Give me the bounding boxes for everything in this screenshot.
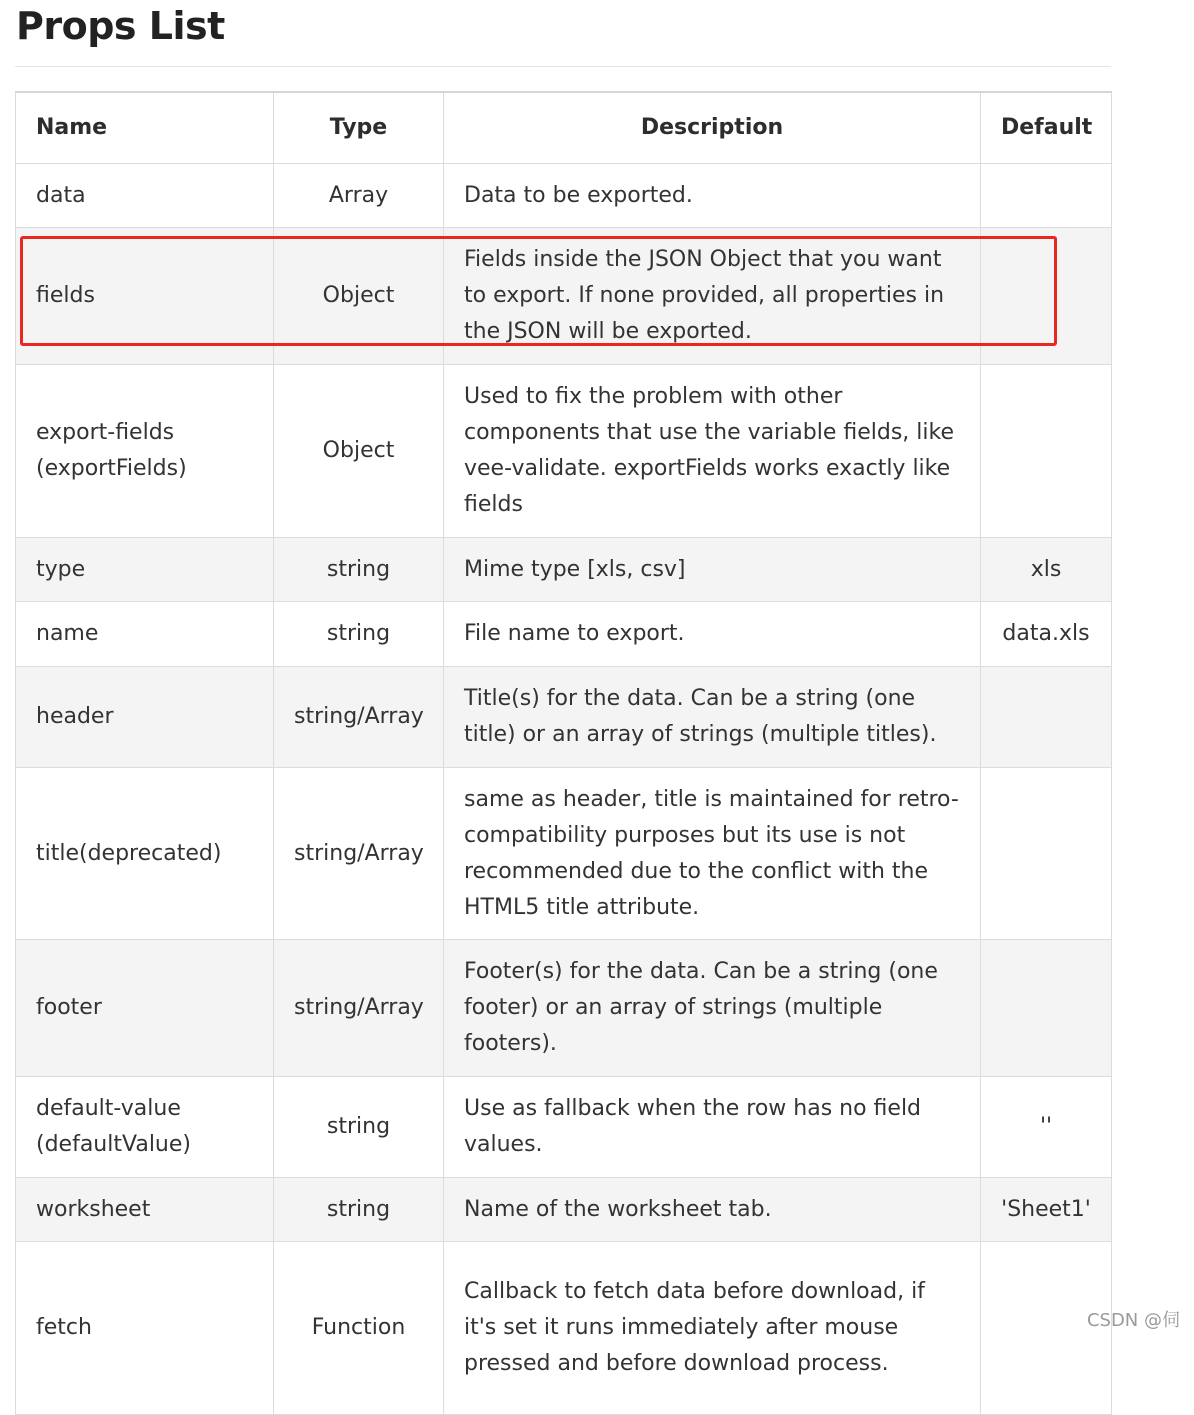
prop-description-cell: Callback to fetch data before download, if it's set it runs immediately after mouse pressed and before download process. — [444, 1242, 981, 1415]
prop-description-cell: same as header, title is maintained for retro-compatibility purposes but its use is not recommended due to the conflict with the HTML5 title attribute. — [444, 768, 981, 940]
column-header-name[interactable]: Name — [16, 92, 274, 164]
props-table — [15, 91, 1112, 1415]
prop-default-cell — [981, 940, 1112, 1077]
prop-name-cell: title(deprecated) — [16, 768, 274, 940]
prop-description-cell: Use as fallback when the row has no field values. — [444, 1077, 981, 1178]
table-row — [16, 940, 1112, 1077]
table-row — [16, 228, 1112, 365]
prop-name-cell: name — [16, 602, 274, 667]
prop-default-cell: data.xls — [981, 602, 1112, 667]
prop-name-cell: fields — [16, 228, 274, 365]
title-divider — [15, 66, 1111, 67]
prop-description-cell: Used to fix the problem with other components that use the variable fields, like vee-validate. exportFields works exactly like fields — [444, 365, 981, 538]
column-header-type[interactable]: Type — [274, 92, 444, 164]
prop-description-cell: Footer(s) for the data. Can be a string (one footer) or an array of strings (multiple footers). — [444, 940, 981, 1077]
table-row — [16, 602, 1112, 667]
prop-name-cell: export-fields (exportFields) — [16, 365, 274, 538]
prop-description-cell: Fields inside the JSON Object that you want to export. If none provided, all properties in the JSON will be exported. — [444, 228, 981, 365]
prop-description-cell: File name to export. — [444, 602, 981, 667]
prop-type-cell: string — [274, 538, 444, 602]
prop-type-cell: string/Array — [274, 768, 444, 940]
table-row — [16, 768, 1112, 940]
table-row — [16, 1077, 1112, 1178]
page-title: Props List — [16, 4, 225, 48]
prop-description-cell: Title(s) for the data. Can be a string (one title) or an array of strings (multiple titles). — [444, 667, 981, 768]
prop-description-cell: Name of the worksheet tab. — [444, 1178, 981, 1242]
table-row — [16, 1242, 1112, 1415]
prop-type-cell: Object — [274, 228, 444, 365]
prop-name-cell: type — [16, 538, 274, 602]
watermark: CSDN @伺 — [1086, 1310, 1180, 1331]
prop-description-cell: Data to be exported. — [444, 164, 981, 228]
props-table-body — [16, 164, 1112, 1415]
prop-default-cell — [981, 228, 1112, 365]
prop-name-cell: worksheet — [16, 1178, 274, 1242]
prop-name-cell: default-value (defaultValue) — [16, 1077, 274, 1178]
prop-description-cell: Mime type [xls, csv] — [444, 538, 981, 602]
prop-type-cell: Function — [274, 1242, 444, 1415]
prop-name-cell: data — [16, 164, 274, 228]
prop-default-cell — [981, 164, 1112, 228]
prop-type-cell: Object — [274, 365, 444, 538]
prop-name-cell: header — [16, 667, 274, 768]
table-row — [16, 667, 1112, 768]
prop-type-cell: string/Array — [274, 940, 444, 1077]
prop-default-cell: xls — [981, 538, 1112, 602]
prop-type-cell: string/Array — [274, 667, 444, 768]
prop-default-cell: '' — [981, 1077, 1112, 1178]
table-row — [16, 164, 1112, 228]
prop-default-cell — [981, 365, 1112, 538]
column-header-description[interactable]: Description — [444, 92, 981, 164]
prop-type-cell: Array — [274, 164, 444, 228]
prop-type-cell: string — [274, 1077, 444, 1178]
prop-name-cell: fetch — [16, 1242, 274, 1415]
table-row — [16, 538, 1112, 602]
prop-default-cell — [981, 768, 1112, 940]
prop-name-cell: footer — [16, 940, 274, 1077]
header-row — [16, 92, 1112, 164]
prop-type-cell: string — [274, 1178, 444, 1242]
prop-default-cell: 'Sheet1' — [981, 1178, 1112, 1242]
prop-default-cell — [981, 667, 1112, 768]
table-row — [16, 365, 1112, 538]
column-header-default[interactable]: Default — [981, 92, 1112, 164]
props-table-header — [16, 92, 1112, 164]
prop-type-cell: string — [274, 602, 444, 667]
table-row — [16, 1178, 1112, 1242]
